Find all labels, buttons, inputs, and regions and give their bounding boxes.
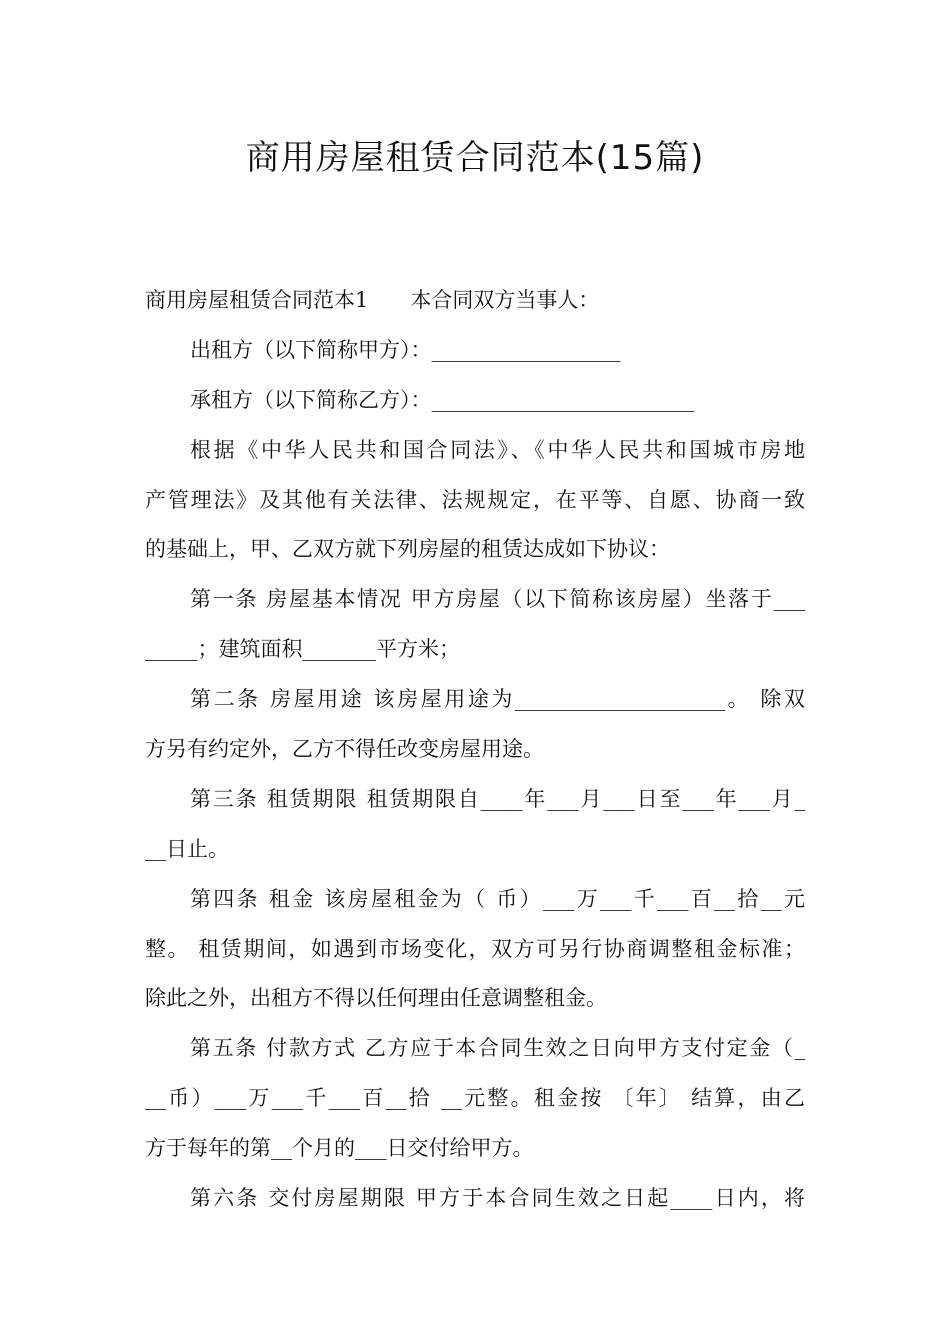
text-line: __币）___万___千___百__拾 __元整。租金按 〔年〕 结算，由乙 <box>145 1086 805 1111</box>
text-line: __日止。 <box>145 836 229 861</box>
document-title: 商用房屋租赁合同范本(15篇) <box>245 138 705 178</box>
text-line: 除此之外，出租方不得以任何理由任意调整租金。 <box>145 986 607 1011</box>
text-line: 产管理法》及其他有关法律、法规规定，在平等、自愿、协商一致 <box>145 487 805 512</box>
document-body <box>145 284 805 1232</box>
text-line: 方另有约定外，乙方不得任改变房屋用途。 <box>145 737 544 762</box>
text-line: 第二条 房屋用途 该房屋用途为____________________。 除双 <box>190 687 805 712</box>
text-line: 整。 租赁期间，如遇到市场变化，双方可另行协商调整租金标准； <box>145 936 805 961</box>
text-line: 的基础上，甲、乙双方就下列房屋的租赁达成如下协议： <box>145 537 670 562</box>
text-line: 第五条 付款方式 乙方应于本合同生效之日向甲方支付定金（_ <box>190 1036 805 1061</box>
text-line: 商用房屋租赁合同范本1 本合同双方当事人： <box>145 288 600 312</box>
text-line: 第四条 租金 该房屋租金为（ 币）___万___千___百__拾__元 <box>190 886 805 911</box>
text-line: 根据《中华人民共和国合同法》、《中华人民共和国城市房地 <box>190 437 805 462</box>
text-line: 第三条 租赁期限 租赁期限自____年___月___日至___年___月_ <box>190 786 805 811</box>
text-line: 第一条 房屋基本情况 甲方房屋（以下简称该房屋）坐落于___ <box>190 587 805 612</box>
text-line: 承租方（以下简称乙方）：_________________________ <box>190 387 694 412</box>
text-line: 出租方（以下简称甲方）：__________________ <box>190 337 621 362</box>
text-line: _____；建筑面积_______平方米； <box>145 637 460 662</box>
text-line: 方于每年的第__个月的___日交付给甲方。 <box>145 1136 534 1161</box>
text-line: 第六条 交付房屋期限 甲方于本合同生效之日起____日内，将 <box>190 1186 805 1211</box>
